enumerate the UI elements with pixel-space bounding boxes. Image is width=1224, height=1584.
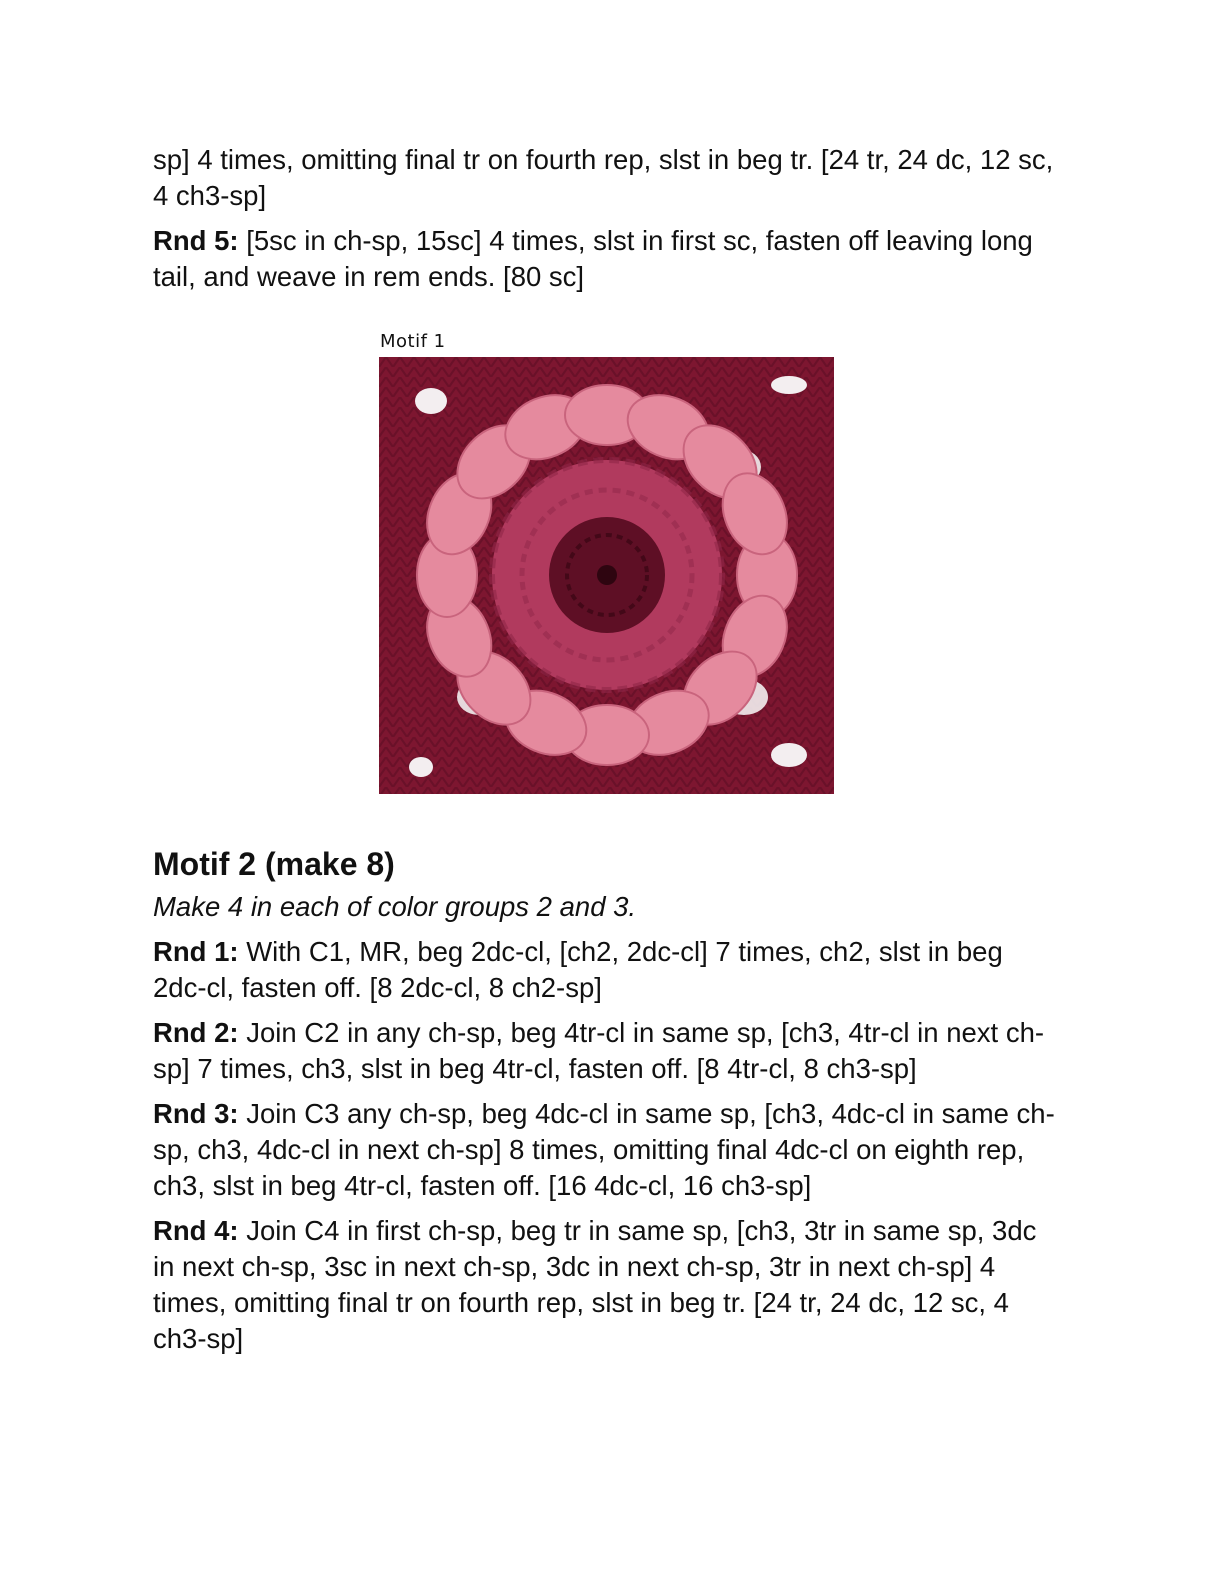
motif-1-figure: [153, 309, 1063, 844]
round-text: With C1, MR, beg 2dc-cl, [ch2, 2dc-cl] 7 times, ch2, slst in beg 2dc-cl, fasten off. [8 2dc-cl, 8 ch2-sp]: [153, 936, 1003, 1003]
section-subtitle: Make 4 in each of color groups 2 and 3.: [153, 891, 637, 922]
round-label: Rnd 3:: [153, 1098, 239, 1129]
round-label: Rnd 5:: [153, 225, 239, 256]
continued-instruction: sp] 4 times, omitting final tr on fourth rep, slst in beg tr. [24 tr, 24 dc, 12 sc, 4 ch3-sp]: [153, 144, 1054, 211]
round-text: Join C2 in any ch-sp, beg 4tr-cl in same sp, [ch3, 4tr-cl in next ch-sp] 7 times, ch3, slst in beg 4tr-cl, fasten off. [8 4tr-cl, 8 ch3-sp]: [153, 1017, 1045, 1084]
round-5-instruction: [153, 223, 1063, 295]
round-label: Rnd 1:: [153, 936, 239, 967]
crochet-motif-photo: [379, 357, 834, 794]
round-1-instruction: [153, 934, 1063, 1006]
section-heading: Motif 2 (make 8): [153, 846, 395, 882]
round-text: Join C3 any ch-sp, beg 4dc-cl in same sp, [ch3, 4dc-cl in same ch-sp, ch3, 4dc-cl in next ch-sp] 8 times, omitting final 4dc-cl on eighth rep, ch3, slst in beg 4tr-cl, fasten off. [16 4dc-cl, 16 ch3-sp]: [153, 1098, 1055, 1201]
figure-caption: Motif 1: [380, 331, 446, 352]
round-label: Rnd 4:: [153, 1215, 239, 1246]
round-3-instruction: [153, 1096, 1063, 1204]
round-label: Rnd 2:: [153, 1017, 239, 1048]
round-text: [5sc in ch-sp, 15sc] 4 times, slst in first sc, fasten off leaving long tail, and weave in rem ends. [80 sc]: [153, 225, 1033, 292]
round-2-instruction: [153, 1015, 1063, 1087]
round-text: Join C4 in first ch-sp, beg tr in same sp, [ch3, 3tr in same sp, 3dc in next ch-sp, 3sc in next ch-sp, 3dc in next ch-sp, 3tr in next ch-sp] 4 times, omitting final tr on fourth rep, slst in beg tr. [24 tr, 24 dc, 12 sc, 4 ch3-sp]: [153, 1215, 1037, 1354]
document-page: [153, 142, 1063, 1357]
round-list: [153, 934, 1063, 1357]
round-4-instruction: [153, 1213, 1063, 1357]
